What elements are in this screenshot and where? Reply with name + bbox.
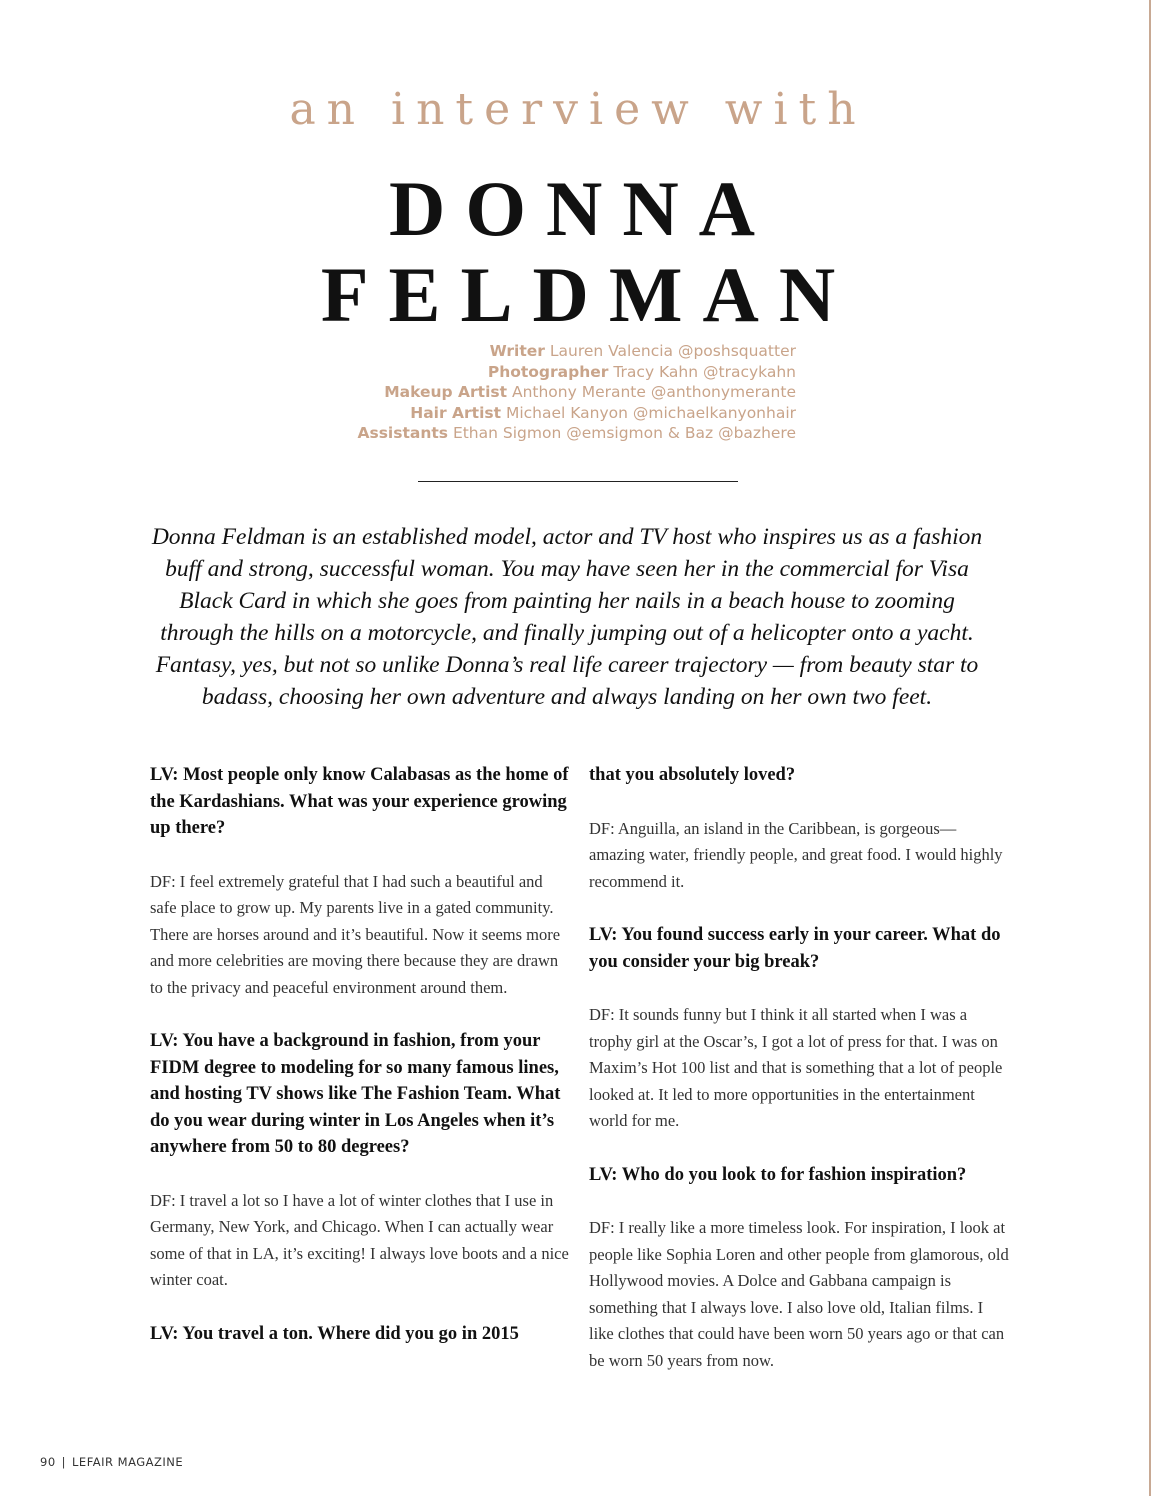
credit-role: Hair Artist <box>410 403 502 422</box>
answer-text: DF: I travel a lot so I have a lot of winter clothes that I use in Germany, New York, and Chicago. When I can actually wear some of that in LA, it’s exciting! I always love boots and a nice winter coat. <box>150 1190 569 1289</box>
column-right <box>589 762 1011 1401</box>
credit-photographer <box>357 362 796 383</box>
answer-text: DF: I feel extremely grateful that I had such a beautiful and safe place to grow up. My parents live in a gated community. There are horses around and it’s beautiful. Now it seems more and more celebrities are moving there because they are drawn to the privacy and peaceful environment around them. <box>150 871 561 997</box>
column-left <box>150 762 570 1374</box>
question-text: LV: Who do you look to for fashion inspiration? <box>589 1164 967 1185</box>
answer-text: DF: I really like a more timeless look. For inspiration, I look at people like Sophia Loren and other people from glamorous, old Hollywood movies. A Dolce and Gabbana campaign is something that I always love. I also love old, Italian films. I like clothes that could have been worn 50 years ago or that can be worn 50 years from now. <box>589 1218 1009 1370</box>
question-text: LV: You travel a ton. Where did you go in 2015 <box>150 1323 519 1344</box>
title-last-name: FELDMAN <box>320 251 856 338</box>
credit-role: Writer <box>489 342 545 360</box>
page-footer <box>40 1455 183 1469</box>
question-text: LV: You found success early in your career. What do you consider your big break? <box>589 925 1001 972</box>
question-text: LV: Most people only know Calabasas as the home of the Kardashians. What was your experience growing up there? <box>150 765 569 838</box>
question-text: that you absolutely loved? <box>589 765 796 785</box>
credit-value: Tracy Kahn @tracykahn <box>613 362 796 381</box>
title-first-name: DONNA <box>389 165 775 252</box>
credit-role: Photographer <box>487 362 609 381</box>
credit-writer <box>357 341 796 362</box>
answer-text: DF: It sounds funny but I think it all started when I was a trophy girl at the Oscar’s, I got a lot of press for that. I was on Maxim’s Hot 100 list and that is something that a lot of people looked at. It led to more opportunities in the entertainment world for me. <box>589 1005 1003 1130</box>
kicker-text: an interview with <box>289 84 867 135</box>
credit-hair-artist <box>357 403 796 424</box>
answer-text: DF: Anguilla, an island in the Caribbean, is gorgeous—amazing water, friendly people, and great food. I would highly recommend it. <box>589 818 1003 891</box>
credit-value: Lauren Valencia @poshsquatter <box>549 342 796 360</box>
credit-role: Makeup Artist <box>384 383 508 401</box>
page-number: 90 <box>40 1455 56 1469</box>
intro-paragraph: Donna Feldman is an established model, actor and TV host who inspires us as a fashion buff and strong, successful woman. You may have seen her in the commercial for Visa Black Card in which she goes from painting her nails in a beach house to zooming through the hills on a motorcycle, and finally jumping out of a helicopter onto a yacht. Fantasy, yes, but not so unlike Donna’s real life career trajectory — from beauty star to badass, choosing her own adventure and always landing on her own two feet. <box>151 524 983 710</box>
credits-list <box>357 341 796 444</box>
credit-value: Michael Kanyon @michaelkanyonhair <box>505 403 796 422</box>
credit-value: Ethan Sigmon @emsigmon & Baz @bazhere <box>452 424 796 442</box>
footer-separator: | <box>61 1455 67 1469</box>
question-text: LV: You have a background in fashion, from your FIDM degree to modeling for so many famous lines, and hosting TV shows like The Fashion Team. What do you wear during winter in Los Angeles when it’s anywhere from 50 to 80 degrees? <box>150 1031 561 1157</box>
credit-assistants <box>357 423 796 444</box>
divider-rule <box>418 481 738 482</box>
publication-name: LEFAIR MAGAZINE <box>72 1455 184 1469</box>
credit-makeup-artist <box>357 382 796 403</box>
credit-role: Assistants <box>357 424 448 442</box>
credit-value: Anthony Merante @anthonymerante <box>511 383 796 401</box>
